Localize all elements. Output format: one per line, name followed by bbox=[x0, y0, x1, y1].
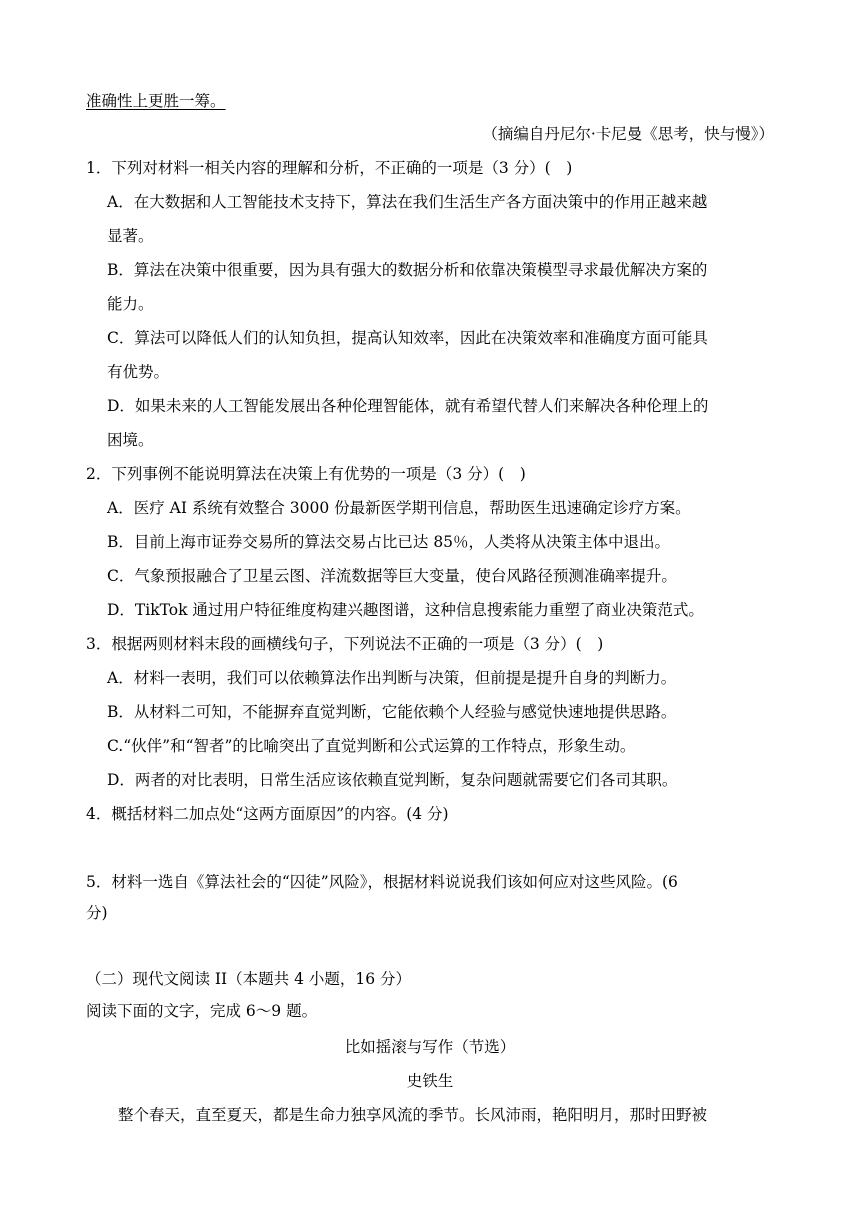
q2-option-d: D．TikTok 通过用户特征维度构建兴趣图谱，这种信息搜索能力重塑了商业决策范式。 bbox=[107, 601, 704, 619]
q3-option-a: A．材料一表明，我们可以依赖算法作出判断与决策，但前提是提升自身的判断力。 bbox=[107, 669, 677, 687]
q1-option-c-line1: C．算法可以降低人们的认知负担，提高认知效率，因此在决策效率和准确度方面可能具 bbox=[107, 329, 708, 347]
question-3-stem: 3．根据两则材料末段的画横线句子，下列说法不正确的一项是（3 分）( ) bbox=[86, 635, 604, 653]
q1-option-b-line2: 能力。 bbox=[107, 295, 154, 313]
article-author: 史铁生 bbox=[406, 1072, 454, 1090]
source-attribution: （摘编自丹尼尔·卡尼曼《思考，快与慢》） bbox=[482, 125, 774, 143]
question-5-stem-line2: 分) bbox=[86, 904, 108, 922]
question-2-stem: 2．下列事例不能说明算法在决策上有优势的一项是（3 分）( ) bbox=[86, 465, 526, 483]
q2-option-b: B．目前上海市证券交易所的算法交易占比已达 85％，人类将从决策主体中退出。 bbox=[107, 533, 671, 551]
q1-option-d-line1: D．如果未来的人工智能发展出各种伦理智能体，就有希望代替人们来解决各种伦理上的 bbox=[107, 397, 709, 415]
question-1-stem: 1．下列对材料一相关内容的理解和分析，不正确的一项是（3 分）( ) bbox=[86, 159, 573, 177]
q1-option-c-line2: 有优势。 bbox=[107, 363, 170, 381]
question-4-stem: 4．概括材料二加点处“这两方面原因”的内容。(4 分) bbox=[86, 805, 449, 823]
q3-option-c: C.“伙伴”和“智者”的比喻突出了直觉判断和公式运算的工作特点，形象生动。 bbox=[107, 737, 636, 755]
q1-option-b-line1: B．算法在决策中很重要，因为具有强大的数据分析和依靠决策模型寻求最优解决方案的 bbox=[107, 261, 708, 279]
q1-option-a-line1: A．在大数据和人工智能技术支持下，算法在我们生活生产各方面决策中的作用正越来越 bbox=[107, 193, 708, 211]
q2-option-c: C．气象预报融合了卫星云图、洋流数据等巨大变量，使台风路径预测准确率提升。 bbox=[107, 567, 677, 585]
reading-instruction: 阅读下面的文字，完成 6～9 题。 bbox=[86, 1002, 318, 1020]
q3-option-d: D．两者的对比表明，日常生活应该依赖直觉判断，复杂问题就需要它们各司其职。 bbox=[107, 771, 678, 789]
article-title: 比如摇滚与写作（节选） bbox=[344, 1038, 516, 1056]
q2-option-a: A．医疗 AI 系统有效整合 3000 份最新医学期刊信息，帮助医生迅速确定诊疗方案。 bbox=[107, 499, 691, 517]
q3-option-b: B．从材料二可知，不能摒弃直觉判断，它能依赖个人经验与感觉快速地提供思路。 bbox=[107, 703, 677, 721]
q1-option-a-line2: 显著。 bbox=[107, 227, 154, 245]
q1-option-d-line2: 困境。 bbox=[107, 431, 154, 449]
section-heading: （二）现代文阅读 II（本题共 4 小题，16 分） bbox=[86, 970, 412, 988]
article-first-line: 整个春天，直至夏天，都是生命力独享风流的季节。长风沛雨，艳阳明月，那时田野被 bbox=[118, 1106, 708, 1124]
question-5-stem-line1: 5．材料一选自《算法社会的“囚徒”风险》，根据材料说说我们该如何应对这些风险。(6 bbox=[86, 873, 678, 891]
underlined-excerpt-end: 准确性上更胜一筹。 bbox=[86, 92, 226, 110]
